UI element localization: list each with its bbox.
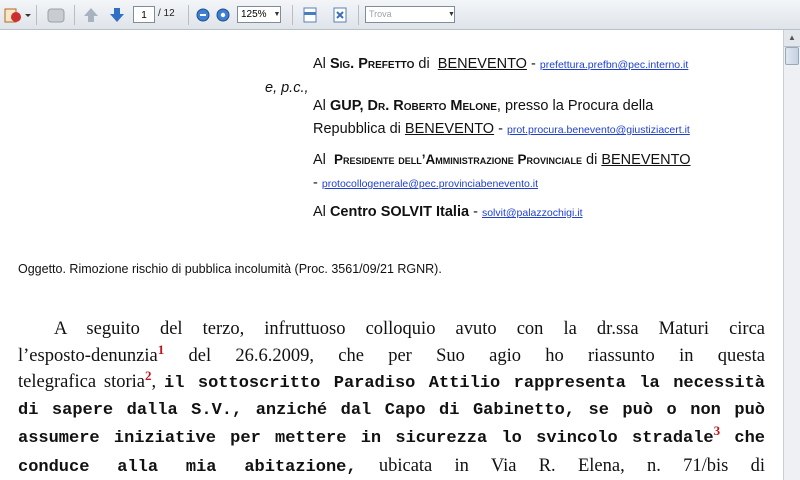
body-text-bold: conduce alla mia abitazione,: [18, 457, 357, 477]
recipient-gup: [313, 98, 653, 114]
ep-label: e, p.c.,: [265, 80, 309, 96]
fit-page-icon: [331, 6, 349, 24]
body-line: [18, 424, 765, 453]
toolbar: [0, 0, 800, 30]
body-text: A seguito del terzo, infruttuoso colloquio avuto con la dr.ssa Maturi circa: [54, 319, 765, 339]
email-link[interactable]: prot.procura.benevento@giustiziacert.it: [507, 124, 690, 136]
page-total-label: / 12: [158, 8, 175, 19]
vertical-scrollbar[interactable]: [783, 30, 800, 480]
email-link[interactable]: prefettura.prefbn@pec.interno.it: [539, 59, 689, 71]
body-text: ubicata in Via R. Elena, n. 71/bis di: [356, 455, 765, 476]
recipient-prefix: Al: [313, 98, 326, 114]
recipient-prefix: Al: [313, 152, 326, 168]
recipient-prefetto: [313, 56, 688, 72]
zoom-in-button[interactable]: [214, 5, 232, 25]
toolbar-separator: [292, 5, 293, 25]
recipient-title: GUP, Dr. Roberto Melone: [329, 98, 497, 114]
recipient-rest: , presso la Procura della: [496, 98, 654, 114]
tools-menu-button[interactable]: [2, 5, 32, 25]
recipient-title: Centro SOLVIT Italia: [329, 204, 470, 220]
footnote-ref[interactable]: 3: [713, 422, 721, 438]
zoom-out-icon: [196, 8, 210, 22]
email-link[interactable]: protocollogenerale@pec.provinciabenevento.it: [321, 178, 539, 190]
body-text: del 26.6.2009, che per Suo agio ho riassunto in questa: [164, 345, 765, 366]
body-line: [18, 343, 765, 370]
footnote-ref[interactable]: 1: [157, 341, 165, 357]
footnote-ref[interactable]: 2: [145, 367, 152, 383]
chevron-down-icon[interactable]: ▼: [448, 11, 455, 18]
recipient-city: BENEVENTO: [437, 56, 527, 72]
body-text: ,: [151, 372, 165, 392]
body-text: l’esposto-denunzia: [18, 345, 158, 366]
recipient-dash: -: [313, 175, 318, 191]
body-line: [18, 398, 765, 425]
zoom-level-select[interactable]: 125%: [237, 6, 281, 23]
hand-icon: [45, 6, 67, 24]
body-text-bold: assumere iniziative per mettere in sicurezza lo svincolo stradale: [18, 429, 714, 448]
document-page: [0, 30, 783, 480]
recipient-dash: -: [473, 204, 478, 220]
toolbar-separator: [358, 5, 359, 25]
fit-page-button[interactable]: [329, 5, 351, 25]
recipient-city: BENEVENTO: [404, 121, 495, 137]
recipient-presidente-line2: [313, 175, 538, 191]
arrow-down-icon: [108, 6, 126, 24]
body-text: telegrafica storia: [18, 372, 146, 392]
zoom-out-button[interactable]: [194, 5, 212, 25]
recipient-prefix: Al: [313, 56, 326, 72]
recipient-solvit: [313, 204, 583, 220]
arrow-up-icon: [82, 6, 100, 24]
body-line: [18, 316, 765, 343]
recipient-dash: -: [531, 56, 536, 72]
email-link[interactable]: solvit@palazzochigi.it: [481, 207, 583, 219]
recipient-di: di: [418, 56, 430, 72]
subject-line: Oggetto. Rimozione rischio di pubblica incolumità (Proc. 3561/09/21 RGNR).: [18, 262, 442, 276]
chevron-down-icon[interactable]: ▼: [273, 11, 281, 18]
document-tools-icon: [3, 6, 31, 24]
find-input[interactable]: Trova: [365, 6, 455, 23]
recipient-dash: -: [498, 121, 503, 137]
next-page-button[interactable]: [106, 5, 128, 25]
recipient-title: Sig. Prefetto: [329, 56, 415, 72]
recipient-city: BENEVENTO: [601, 152, 691, 168]
scroll-thumb[interactable]: [785, 47, 799, 65]
fit-width-icon: [301, 6, 319, 24]
toolbar-separator: [188, 5, 189, 25]
hand-tool-button[interactable]: [43, 5, 69, 25]
body-line: [18, 453, 765, 480]
recipient-prefix: Al: [313, 204, 326, 220]
recipient-di: di: [586, 152, 598, 168]
body-text-bold: che: [720, 429, 765, 448]
toolbar-separator: [74, 5, 75, 25]
scroll-up-icon[interactable]: ▲: [784, 30, 800, 47]
body-text-bold: di sapere dalla S.V., anziché dal Capo di Gabinetto, se può o non può: [18, 400, 765, 420]
zoom-in-icon: [216, 8, 230, 22]
body-line: [18, 369, 765, 398]
fit-width-button[interactable]: [299, 5, 321, 25]
recipient-prefix: Repubblica di: [313, 121, 401, 137]
body-text-bold: il sottoscritto Paradiso Attilio rappresenta la necessità: [164, 374, 766, 393]
recipient-gup-line2: [313, 121, 690, 137]
previous-page-button[interactable]: [80, 5, 102, 25]
recipient-presidente: [313, 152, 691, 168]
page-number-input[interactable]: 1: [133, 6, 155, 23]
letter-body: [18, 316, 765, 480]
recipient-title: Presidente dell’Amministrazione Provinciale: [333, 152, 582, 167]
toolbar-separator: [36, 5, 37, 25]
